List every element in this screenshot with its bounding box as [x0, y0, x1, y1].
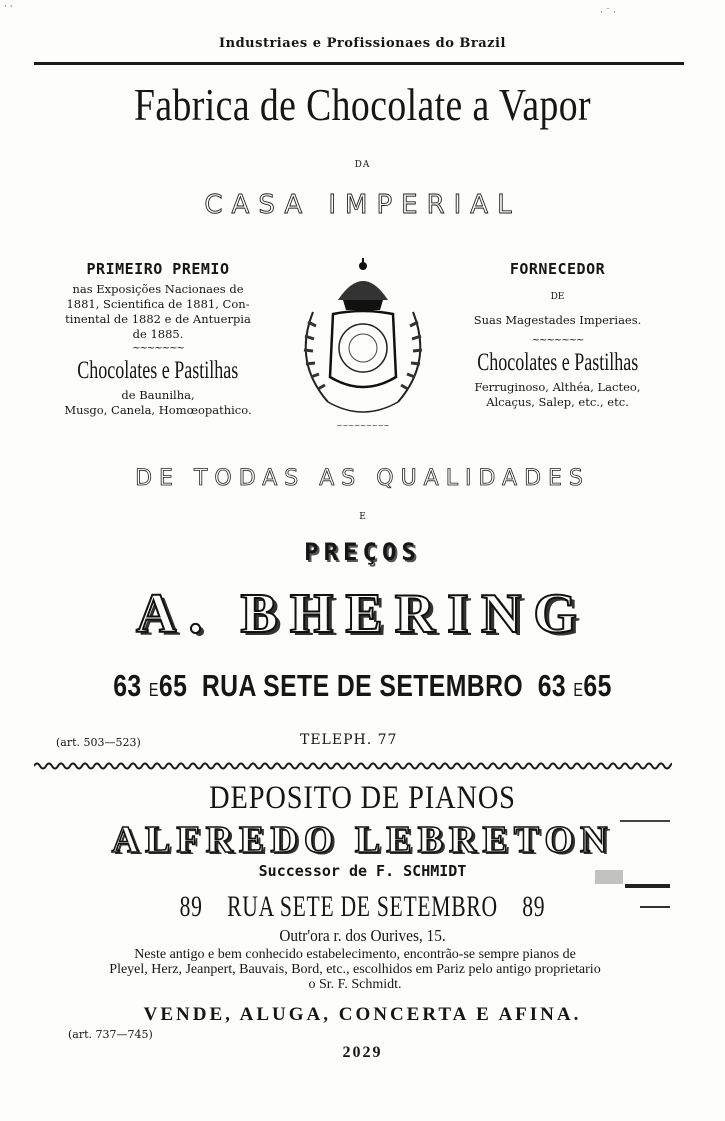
paragraph-line: Pleyel, Herz, Jeanpert, Bauvais, Bord, etc., escolhidos em Pariz pelo antigo proprietario — [109, 962, 601, 977]
left-line: de 1885. — [132, 327, 184, 341]
wavy-divider — [34, 760, 672, 772]
paragraph-line: o Sr. F. Schmidt. — [308, 977, 402, 992]
telephone: TELEPH. 77 — [300, 732, 398, 748]
imperial-crest-icon — [288, 252, 438, 432]
qualidades: DE TODAS AS QUALIDADES — [135, 466, 590, 491]
description-paragraph — [30, 947, 680, 992]
piano-company-name: ALFREDO LEBRETON — [111, 819, 614, 861]
scan-mark — [625, 884, 670, 888]
address-number: 65 — [583, 668, 612, 703]
address-e: E — [573, 680, 584, 700]
right-de: DE — [550, 292, 565, 302]
address-street: RUA SETE DE SETEMBRO — [201, 668, 524, 703]
left-exhibitions — [34, 282, 282, 342]
page-number: 2029 — [342, 1044, 383, 1061]
successor-line: Successor de F. SCHMIDT — [258, 862, 467, 880]
da-label: DA — [354, 160, 371, 170]
right-tilde: ~~~~~~~ — [531, 335, 584, 346]
left-column — [34, 260, 282, 418]
precos: PREÇOS — [304, 538, 421, 566]
e-label: E — [359, 512, 366, 522]
left-tilde: ~~~~~~~ — [132, 343, 184, 354]
services-line: VENDE, ALUGA, CONCERTA E AFINA. — [143, 1004, 582, 1025]
running-head: Industriaes e Profissionaes do Brazil — [219, 36, 506, 51]
top-rule — [34, 62, 684, 65]
casa-imperial: CASA IMPERIAL — [204, 190, 521, 220]
address-number: 65 — [158, 668, 188, 703]
page-title: Fabrica de Chocolate a Vapor — [134, 79, 591, 130]
svg-text:~~~~~~~~~: ~~~~~~~~~ — [336, 422, 390, 430]
right-line: Suas Magestades Imperiaes. — [473, 313, 642, 327]
address-number: 89 — [522, 890, 546, 923]
left-line: tinental de 1882 e de Antuerpia — [65, 312, 251, 326]
article-ref-2: (art. 737—745) — [68, 1028, 153, 1041]
left-line: nas Exposições Nacionaes de — [72, 282, 244, 296]
right-product: Chocolates e Pastilhas — [477, 349, 638, 376]
right-heading: FORNECEDOR — [509, 260, 606, 278]
company-name: A. BHERING — [136, 583, 589, 645]
right-flavor-line: Ferruginoso, Althéa, Lacteo, — [474, 380, 641, 394]
left-line: 1881, Scientifica de 1881, Con- — [66, 297, 250, 311]
address-line-2 — [102, 890, 624, 924]
article-ref-1: (art. 503—523) — [56, 736, 141, 749]
address-number: 63 — [537, 668, 567, 703]
scan-speck: · ˙ · — [600, 8, 616, 18]
paragraph-line: Neste antigo e bem conhecido estabelecimento, encontrão-se sempre pianos de — [134, 947, 576, 962]
address-number: 89 — [179, 890, 203, 923]
deposito-heading: DEPOSITO DE PIANOS — [209, 780, 516, 816]
left-flavors — [34, 388, 282, 418]
scan-mark — [595, 870, 623, 884]
left-flavor-line: Musgo, Canela, Homœopathico. — [64, 403, 252, 417]
scan-mark — [640, 906, 670, 908]
right-flavor-line: Alcaçus, Salep, etc., etc. — [486, 395, 629, 409]
scan-mark — [620, 820, 670, 822]
left-product: Chocolates e Pastilhas — [77, 357, 239, 384]
scan-speck: · · — [4, 2, 13, 12]
right-flavors — [445, 380, 670, 410]
address-number: 63 — [113, 668, 142, 703]
former-address: Outr'ora r. dos Ourives, 15. — [279, 926, 446, 945]
address-line-1 — [73, 668, 653, 704]
left-flavor-line: de Baunilha, — [121, 388, 195, 402]
address-street: RUA SETE DE SETEMBRO — [227, 890, 498, 923]
address-e: E — [148, 680, 159, 700]
right-column — [445, 260, 670, 410]
left-heading: PRIMEIRO PREMIO — [86, 260, 230, 278]
